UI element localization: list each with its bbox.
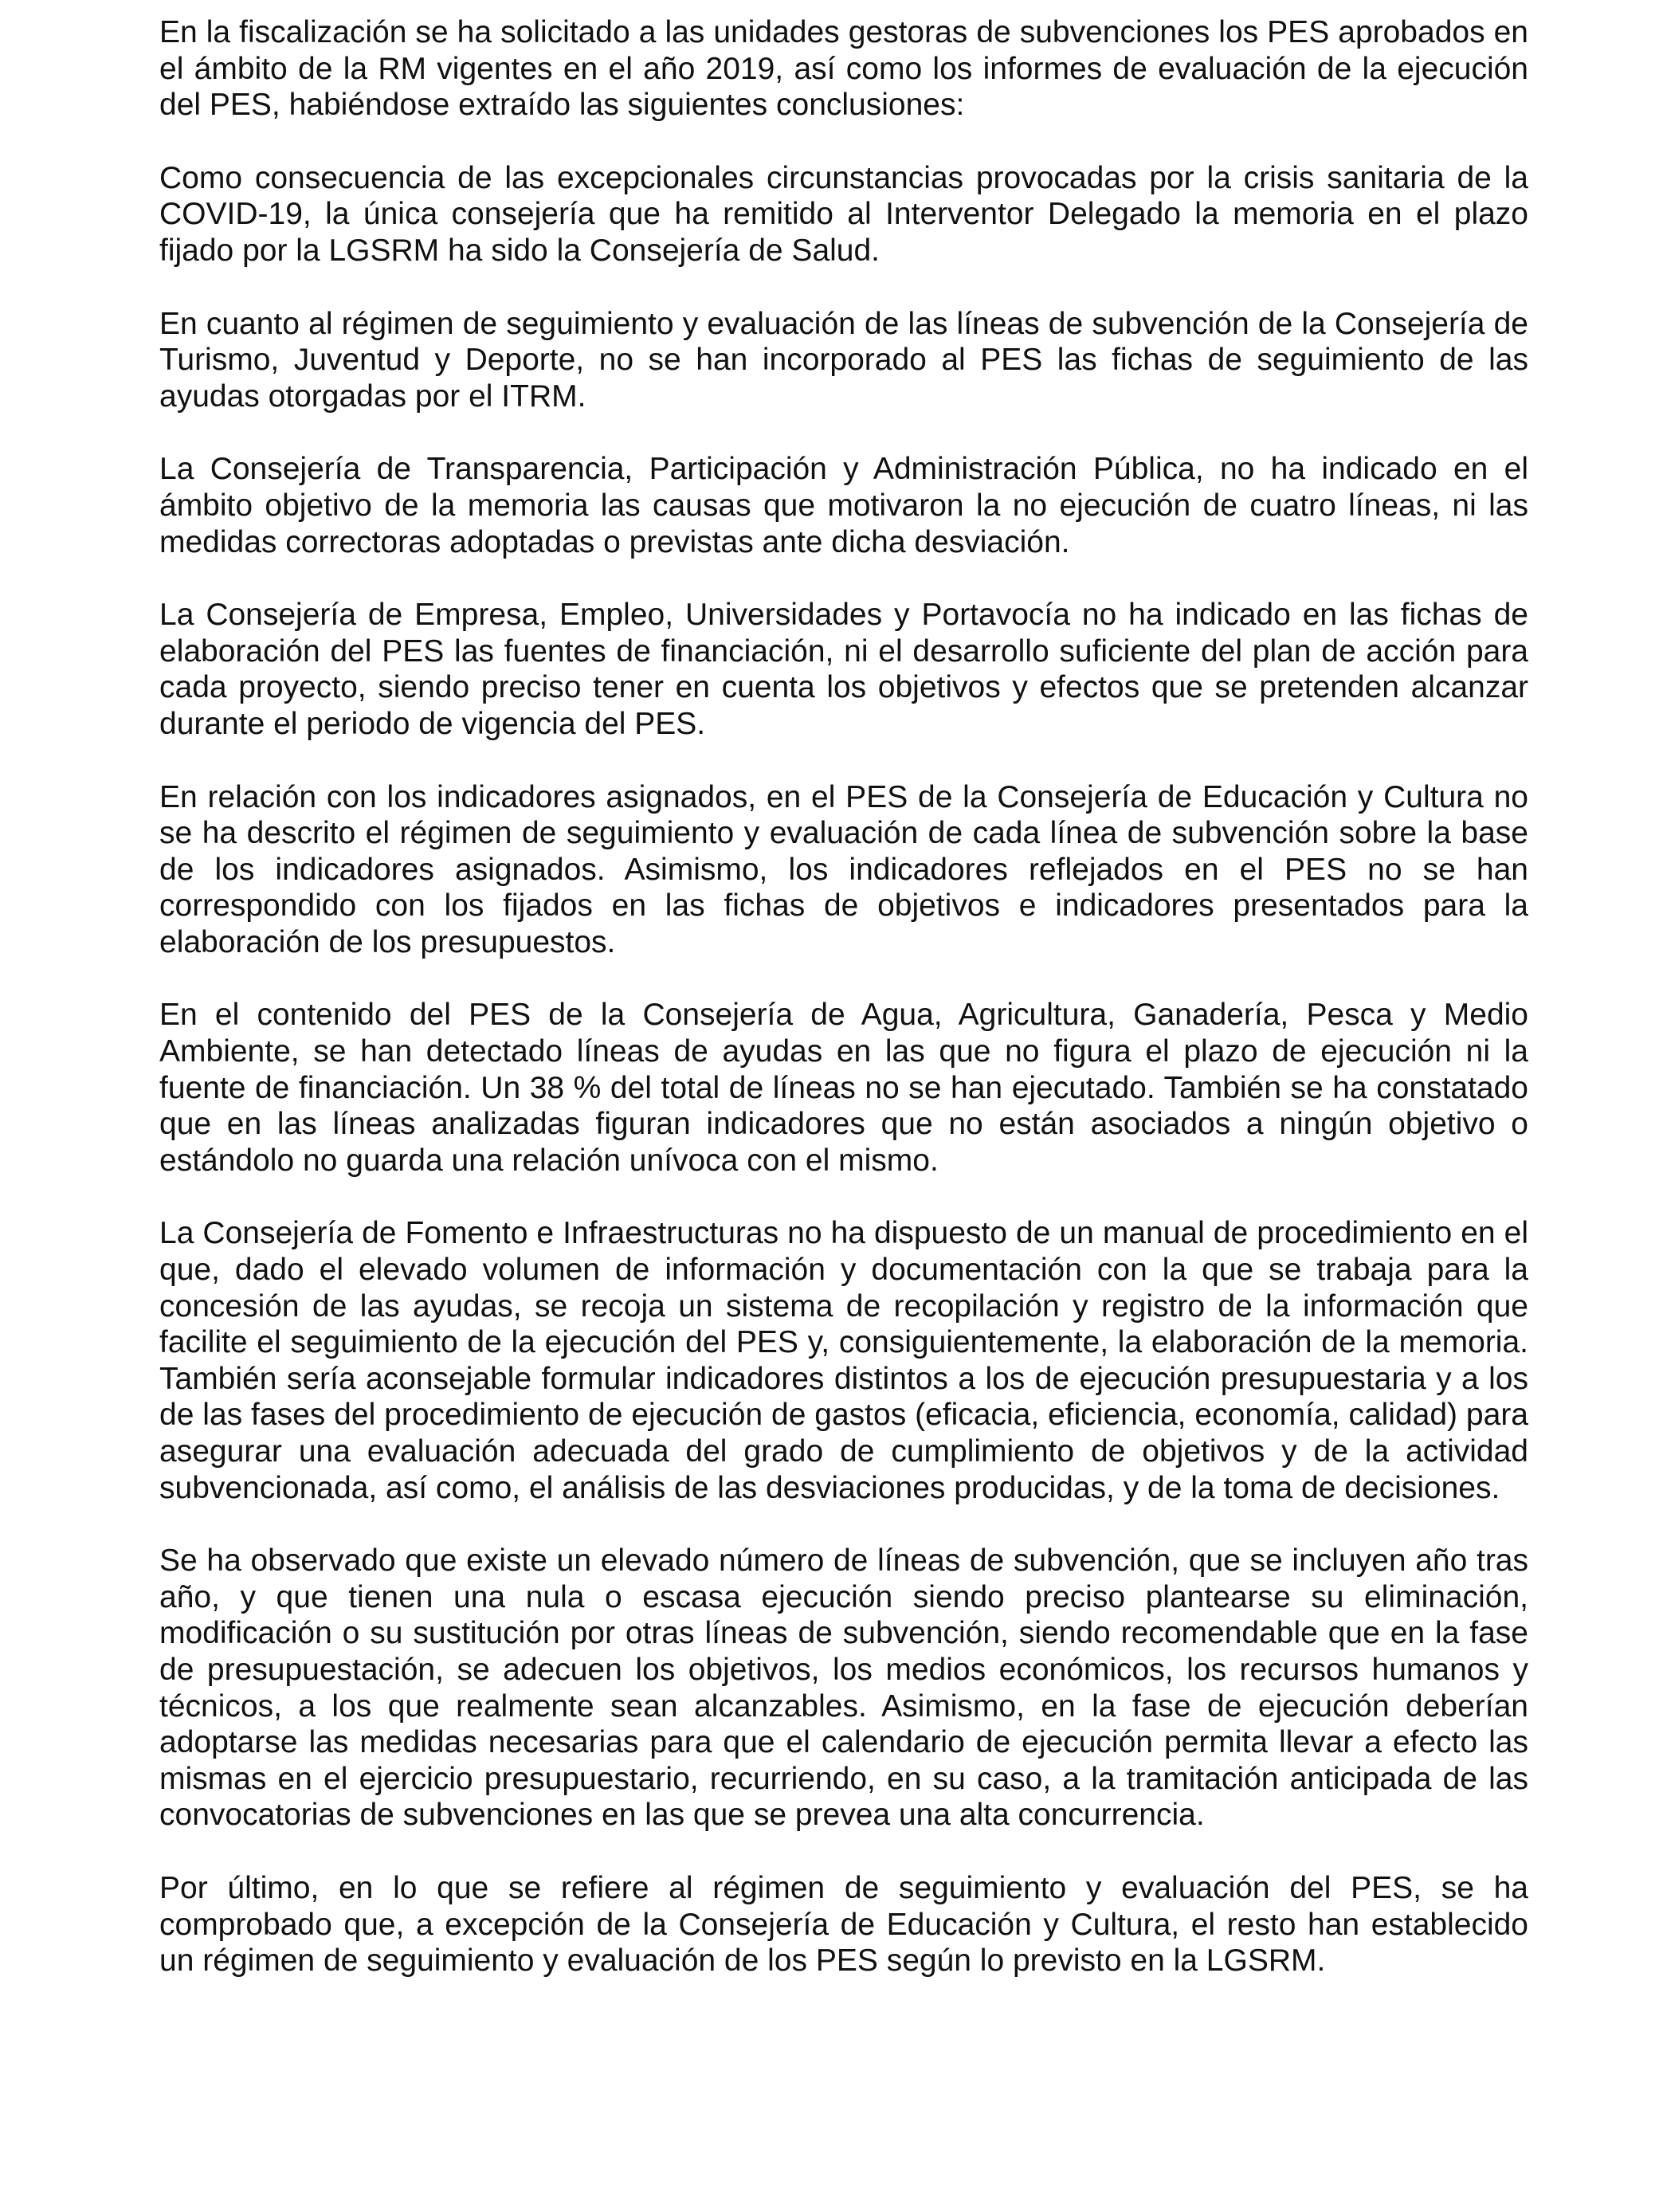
- document-body: [159, 14, 1528, 2016]
- paragraph-empresa: La Consejería de Empresa, Empleo, Universidades y Portavocía no ha indicado en las fichas de elaboración del PES las fuentes de financiación, ni el desarrollo suficiente del plan de acción para cada proyecto, siendo preciso tener en cuenta los objetivos y efectos que se pretenden alcanzar durante el periodo de vigencia del PES.: [159, 598, 1528, 741]
- paragraph-agua: En el contenido del PES de la Consejería de Agua, Agricultura, Ganadería, Pesca y Medio Ambiente, se han detectado líneas de ayudas en las que no figura el plazo de ejecución ni la fuente de financiación. Un 38 % del total de líneas no se han ejecutado. También se ha constatado que en las líneas analizadas figuran indicadores que no están asociados a ningún objetivo o estándolo no guarda una relación unívoca con el mismo.: [159, 998, 1528, 1178]
- paragraph-transparencia: La Consejería de Transparencia, Participación y Administración Pública, no ha indicado en el ámbito objetivo de la memoria las causas que motivaron la no ejecución de cuatro líneas, ni las medidas correctoras adoptadas o previstas ante dicha desviación.: [159, 452, 1528, 559]
- paragraph-fomento: La Consejería de Fomento e Infraestructuras no ha dispuesto de un manual de procedimiento en el que, dado el elevado volumen de información y documentación con la que se trabaja para la concesión de las ayudas, se recoja un sistema de recopilación y registro de la información que facilite el seguimiento de la ejecución del PES y, consiguientemente, la elaboración de la memoria. También sería aconsejable formular indicadores distintos a los de ejecución presupuestaria y a los de las fases del procedimiento de ejecución de gastos (eficacia, eficiencia, economía, calidad) para asegurar una evaluación adecuada del grado de cumplimiento de objetivos y de la actividad subvencionada, así como, el análisis de las desviaciones producidas, y de la toma de decisiones.: [159, 1216, 1528, 1505]
- paragraph-turismo: En cuanto al régimen de seguimiento y evaluación de las líneas de subvención de la Consejería de Turismo, Juventud y Deporte, no se han incorporado al PES las fichas de seguimiento de las ayudas otorgadas por el ITRM.: [159, 306, 1528, 414]
- paragraph-conclusion: Por último, en lo que se refiere al régimen de seguimiento y evaluación del PES, se ha comprobado que, a excepción de la Consejería de Educación y Cultura, el resto han establecido un régimen de seguimiento y evaluación de los PES según lo previsto en la LGSRM.: [159, 1870, 1528, 1979]
- paragraph-introduction: En la fiscalización se ha solicitado a las unidades gestoras de subvenciones los PES aprobados en el ámbito de la RM vigentes en el año 2019, así como los informes de evaluación de la ejecución del PES, habiéndose extraído las siguientes conclusiones:: [159, 15, 1528, 123]
- paragraph-salud: Como consecuencia de las excepcionales circunstancias provocadas por la crisis sanitaria de la COVID-19, la única consejería que ha remitido al Interventor Delegado la memoria en el plazo fijado por la LGSRM ha sido la Consejería de Salud.: [159, 160, 1528, 268]
- paragraph-educacion: En relación con los indicadores asignados, en el PES de la Consejería de Educación y Cultura no se ha descrito el régimen de seguimiento y evaluación de cada línea de subvención sobre la base de los indicadores asignados. Asimismo, los indicadores reflejados en el PES no se han correspondido con los fijados en las fichas de objetivos e indicadores presentados para la elaboración de los presupuestos.: [159, 779, 1528, 959]
- paragraph-lineas-subvencion: Se ha observado que existe un elevado número de líneas de subvención, que se incluyen año tras año, y que tienen una nula o escasa ejecución siendo preciso plantearse su eliminación, modificación o su sustitución por otras líneas de subvención, siendo recomendable que en la fase de presupuestación, se adecuen los objetivos, los medios económicos, los recursos humanos y técnicos, a los que realmente sean alcanzables. Asimismo, en la fase de ejecución deberían adoptarse las medidas necesarias para que el calendario de ejecución permita llevar a efecto las mismas en el ejercicio presupuestario, recurriendo, en su caso, a la tramitación anticipada de las convocatorias de subvenciones en las que se prevea una alta concurrencia.: [159, 1543, 1528, 1833]
